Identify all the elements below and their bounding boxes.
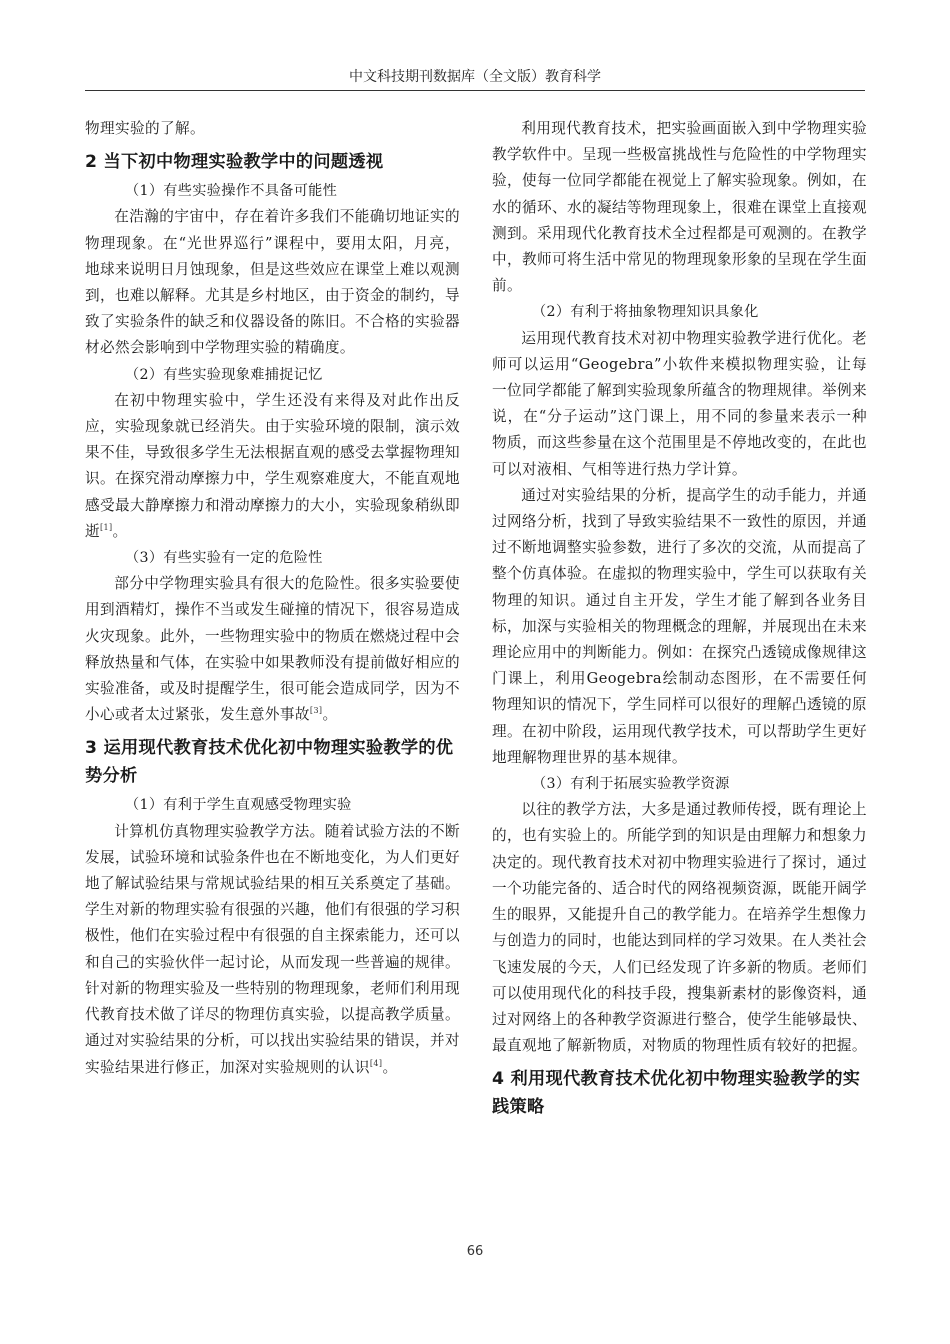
- section-3-heading: 3 运用现代教育技术优化初中物理实验教学的优势分析: [85, 738, 454, 787]
- subsection-2-2-body: 在初中物理实验中，学生还没有来得及对此作出反应，实验现象就已经消失。由于实验环境的限制，演示效果不佳，导致很多学生无法根据直观的感受去掌握物理知识。在探究滑动摩擦力中，学生观察难度大，不能直观地感受最大静摩擦力和滑动摩擦力的大小，实验现象稍纵即逝: [85, 391, 460, 540]
- paragraph-continuation: 物理实验的了解。: [85, 120, 205, 137]
- subsection-3-3-body: 以往的教学方法，大多是通过教师传授，既有理论上的，也有实验上的。所能学到的知识是由理解力和想象力决定的。现代教育技术对初中物理实验进行了探讨，通过一个功能完备的、适合时代的网络视频资源，既能开阔学生的眼界，又能提升自己的教学能力。在培养学生想像力与创造力的同时，也能达到同样的学习效果。在人类社会飞速发展的今天，人们已经发现了许多新的物质。老师们可以使用现代化的科技手段，搜集新素材的影像资料，通过对网络上的各种教学资源进行整合，使学生能够最快、最直观地了解新物质，对物质的物理性质有较好的把握。: [492, 801, 867, 1055]
- subsection-3-2-title: （2）有利于将抽象物理知识具象化: [532, 304, 759, 321]
- sentence-end: 。: [112, 522, 128, 540]
- citation-4: [4]: [369, 1058, 383, 1068]
- section-2-heading: 2 当下初中物理实验教学中的问题透视: [85, 152, 384, 173]
- left-column: [85, 116, 460, 1081]
- subsection-2-3-paragraph: [85, 571, 460, 728]
- subsection-3-1-continued: 利用现代教育技术，把实验画面嵌入到中学物理实验教学软件中。呈现一些极富挑战性与危险性的中学物理实验，使每一位同学都能在视觉上了解实验现象。例如，在水的循环、水的凝结等物理现象上，很难在课堂上直接观测到。采用现代化教育技术全过程都是可观测的。在教学中，教师可将生活中常见的物理现象形象的呈现在学生面前。: [492, 120, 867, 295]
- header-rule: [85, 90, 865, 91]
- subsection-3-1-title: （1）有利于学生直观感受物理实验: [125, 797, 352, 814]
- citation-3: [3]: [309, 706, 323, 716]
- subsection-3-1-body: 计算机仿真物理实验教学方法。随着试验方法的不断发展，试验环境和试验条件也在不断地变化，为人们更好地了解试验结果与常规试验结果的相互关系奠定了基础。学生对新的物理实验有很强的兴趣，他们有很强的学习积极性，他们在实验过程中有很强的自主探索能力，还可以和自己的实验伙伴一起讨论，从而发现一些普遍的规律。针对新的物理实验及一些特别的物理现象，老师们利用现代教育技术做了详尽的物理仿真实验，以提高教学质量。通过对实验结果的分析，可以找出实验结果的错误，并对实验结果进行修正，加深对实验规则的认识: [85, 822, 460, 1076]
- section-4-heading: 4 利用现代教育技术优化初中物理实验教学的实践策略: [492, 1069, 861, 1118]
- subsection-3-2-body: 运用现代教育技术对初中物理实验教学进行优化。老师可以运用“Geogebra”小软件来模拟物理实验，让每一位同学都能了解到实验现象所蕴含的物理规律。举例来说，在“分子运动”这门课上，用不同的参量来表示一种物质，而这些参量在这个范围里是不停地改变的，在此也可以对液相、气相等进行热力学计算。: [492, 329, 867, 478]
- citation-1: [1]: [100, 522, 113, 532]
- subsection-3-1-paragraph: [85, 819, 460, 1081]
- subsection-2-3-title: （3）有些实验有一定的危险性: [125, 550, 323, 567]
- subsection-3-2-body-2: 通过对实验结果的分析，提高学生的动手能力，并通过网络分析，找到了导致实验结果不一致性的原因，并通过不断地调整实验参数，进行了多次的交流，从而提高了整个仿真体验。在虚拟的物理实验中，学生可以获取有关物理的知识。通过自主开发，学生才能了解到各业务目标，加深与实验相关的物理概念的理解，并展现出在未来理论应用中的判断能力。例如：在探究凸透镜成像规律这门课上，利用Geogebra绘制动态图形，在不需要任何物理知识的情况下，学生同样可以很好的理解凸透镜的原理。在初中阶段，运用现代教学技术，可以帮助学生更好地理解物理世界的基本规律。: [492, 486, 867, 766]
- journal-header: 中文科技期刊数据库（全文版）教育科学: [349, 69, 601, 85]
- subsection-2-1-title: （1）有些实验操作不具备可能性: [125, 183, 338, 200]
- right-column: [492, 116, 867, 1123]
- page-number: 66: [466, 1244, 484, 1259]
- subsection-2-2-title: （2）有些实验现象难捕捉记忆: [125, 366, 323, 383]
- subsection-2-1-body: 在浩瀚的宇宙中，存在着许多我们不能确切地证实的物理现象。在“光世界巡行”课程中，要用太阳，月亮，地球来说明日月蚀现象，但是这些效应在课堂上难以观测到，也难以解释。尤其是乡村地区，由于资金的制约，导致了实验条件的缺乏和仪器设备的陈旧。不合格的实验器材必然会影响到中学物理实验的精确度。: [85, 208, 460, 357]
- subsection-3-3-title: （3）有利于拓展实验教学资源: [532, 776, 730, 793]
- sentence-end: 。: [322, 706, 338, 724]
- subsection-2-2-paragraph: [85, 388, 460, 545]
- sentence-end: 。: [382, 1058, 398, 1076]
- subsection-2-3-body: 部分中学物理实验具有很大的危险性。很多实验要使用到酒精灯，操作不当或发生碰撞的情况下，很容易造成火灾现象。此外，一些物理实验中的物质在燃烧过程中会释放热量和气体，在实验中如果教师没有提前做好相应的实验准备，或及时提醒学生，很可能会造成同学，因为不小心或者太过紧张，发生意外事故: [85, 575, 460, 724]
